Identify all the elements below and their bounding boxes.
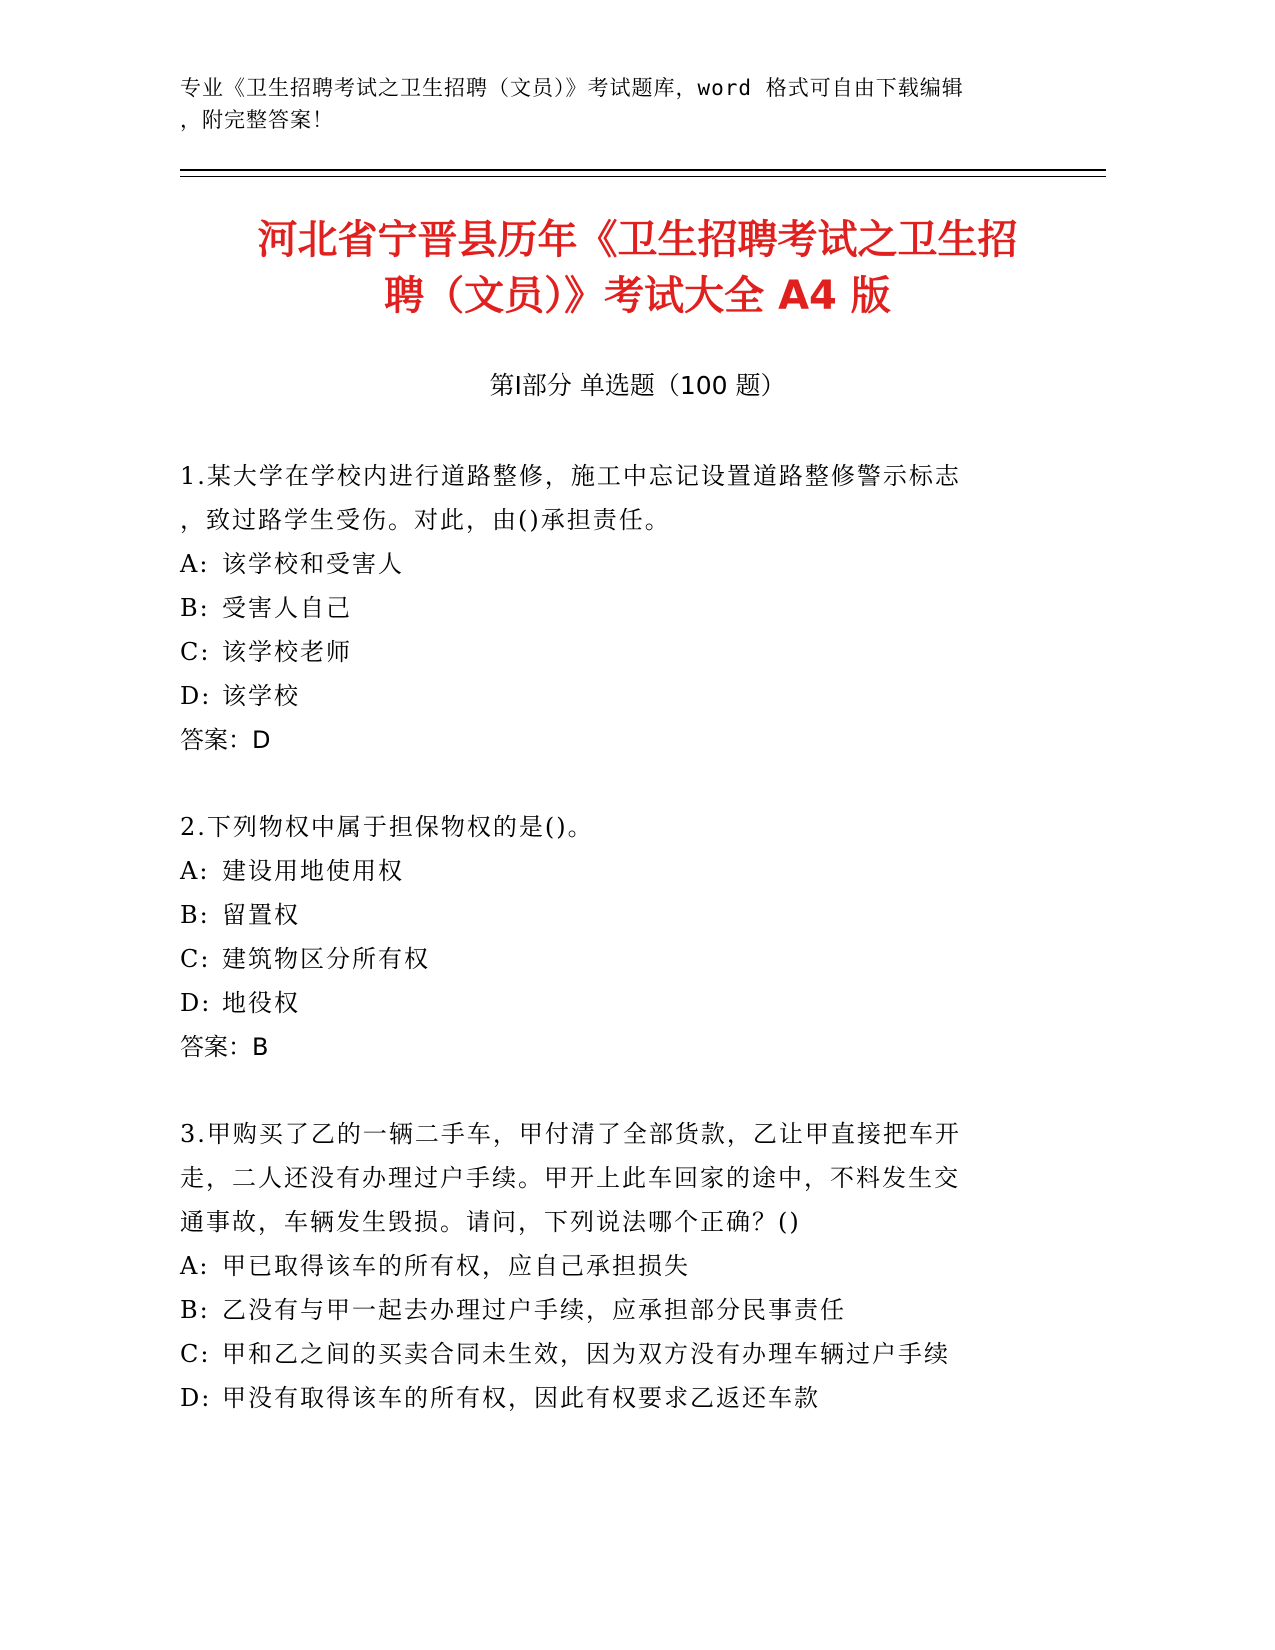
document-title-line-2: 聘（文员）》考试大全 A4 版 <box>384 273 891 319</box>
option-text: 受害人自己 <box>222 594 352 622</box>
header-divider-thin <box>180 176 1106 177</box>
option-c <box>180 630 1050 674</box>
header-note <box>180 72 1040 136</box>
option-text: 甲已取得该车的所有权，应自己承担损失 <box>222 1252 690 1280</box>
option-text: 该学校 <box>222 682 300 710</box>
option-text: 建设用地使用权 <box>222 857 404 885</box>
option-key: C: <box>180 945 211 973</box>
option-d <box>180 1376 1050 1420</box>
option-key: D: <box>180 682 212 710</box>
question-stem-line: 通事故，车辆发生毁损。请问，下列说法哪个正确？() <box>180 1208 801 1236</box>
option-key: D: <box>180 1384 212 1412</box>
option-key: C: <box>180 638 211 666</box>
option-key: B: <box>180 901 210 929</box>
option-key: C: <box>180 1340 211 1368</box>
option-text: 乙没有与甲一起去办理过户手续，应承担部分民事责任 <box>222 1296 846 1324</box>
question-stem-line: 走，二人还没有办理过户手续。甲开上此车回家的途中，不料发生交 <box>180 1164 960 1192</box>
option-key: B: <box>180 594 210 622</box>
document-title-line-1: 河北省宁晋县历年《卫生招聘考试之卫生招 <box>257 217 1018 263</box>
option-d <box>180 674 1050 718</box>
option-key: A: <box>180 550 210 578</box>
question-stem-line: 3.甲购买了乙的一辆二手车，甲付清了全部货款，乙让甲直接把车开 <box>180 1120 961 1148</box>
option-text: 该学校和受害人 <box>222 550 404 578</box>
option-key: B: <box>180 1296 210 1324</box>
header-note-line-1: 专业《卫生招聘考试之卫生招聘（文员）》考试题库，word 格式可自由下载编辑 <box>180 76 964 100</box>
option-b <box>180 586 1050 630</box>
answer-label: 答案：D <box>180 726 271 754</box>
option-a <box>180 1244 1050 1288</box>
option-text: 地役权 <box>222 989 300 1017</box>
option-text: 甲和乙之间的买卖合同未生效，因为双方没有办理车辆过户手续 <box>222 1340 950 1368</box>
option-key: D: <box>180 989 212 1017</box>
option-text: 甲没有取得该车的所有权，因此有权要求乙返还车款 <box>222 1384 820 1412</box>
option-text: 该学校老师 <box>222 638 352 666</box>
question-stem-line: 1.某大学在学校内进行道路整修，施工中忘记设置道路整修警示标志 <box>180 462 961 490</box>
header-divider-thick <box>180 169 1106 171</box>
question-3 <box>180 1112 1050 1420</box>
option-key: A: <box>180 1252 210 1280</box>
option-a <box>180 849 1050 893</box>
document-title <box>150 212 1125 324</box>
option-c <box>180 1332 1050 1376</box>
question-1 <box>180 454 1050 762</box>
option-d <box>180 981 1050 1025</box>
option-text: 建筑物区分所有权 <box>222 945 430 973</box>
question-stem-line: ，致过路学生受伤。对此，由()承担责任。 <box>180 506 671 534</box>
question-list <box>180 454 1050 1463</box>
option-a <box>180 542 1050 586</box>
option-c <box>180 937 1050 981</box>
section-title: 第Ⅰ部分 单选题（100 题） <box>489 371 786 400</box>
header-note-line-2: ，附完整答案！ <box>180 108 334 132</box>
option-b <box>180 1288 1050 1332</box>
option-key: A: <box>180 857 210 885</box>
option-b <box>180 893 1050 937</box>
answer-label: 答案：B <box>180 1033 269 1061</box>
question-2 <box>180 805 1050 1069</box>
question-stem-line: 2.下列物权中属于担保物权的是()。 <box>180 813 594 841</box>
option-text: 留置权 <box>222 901 300 929</box>
